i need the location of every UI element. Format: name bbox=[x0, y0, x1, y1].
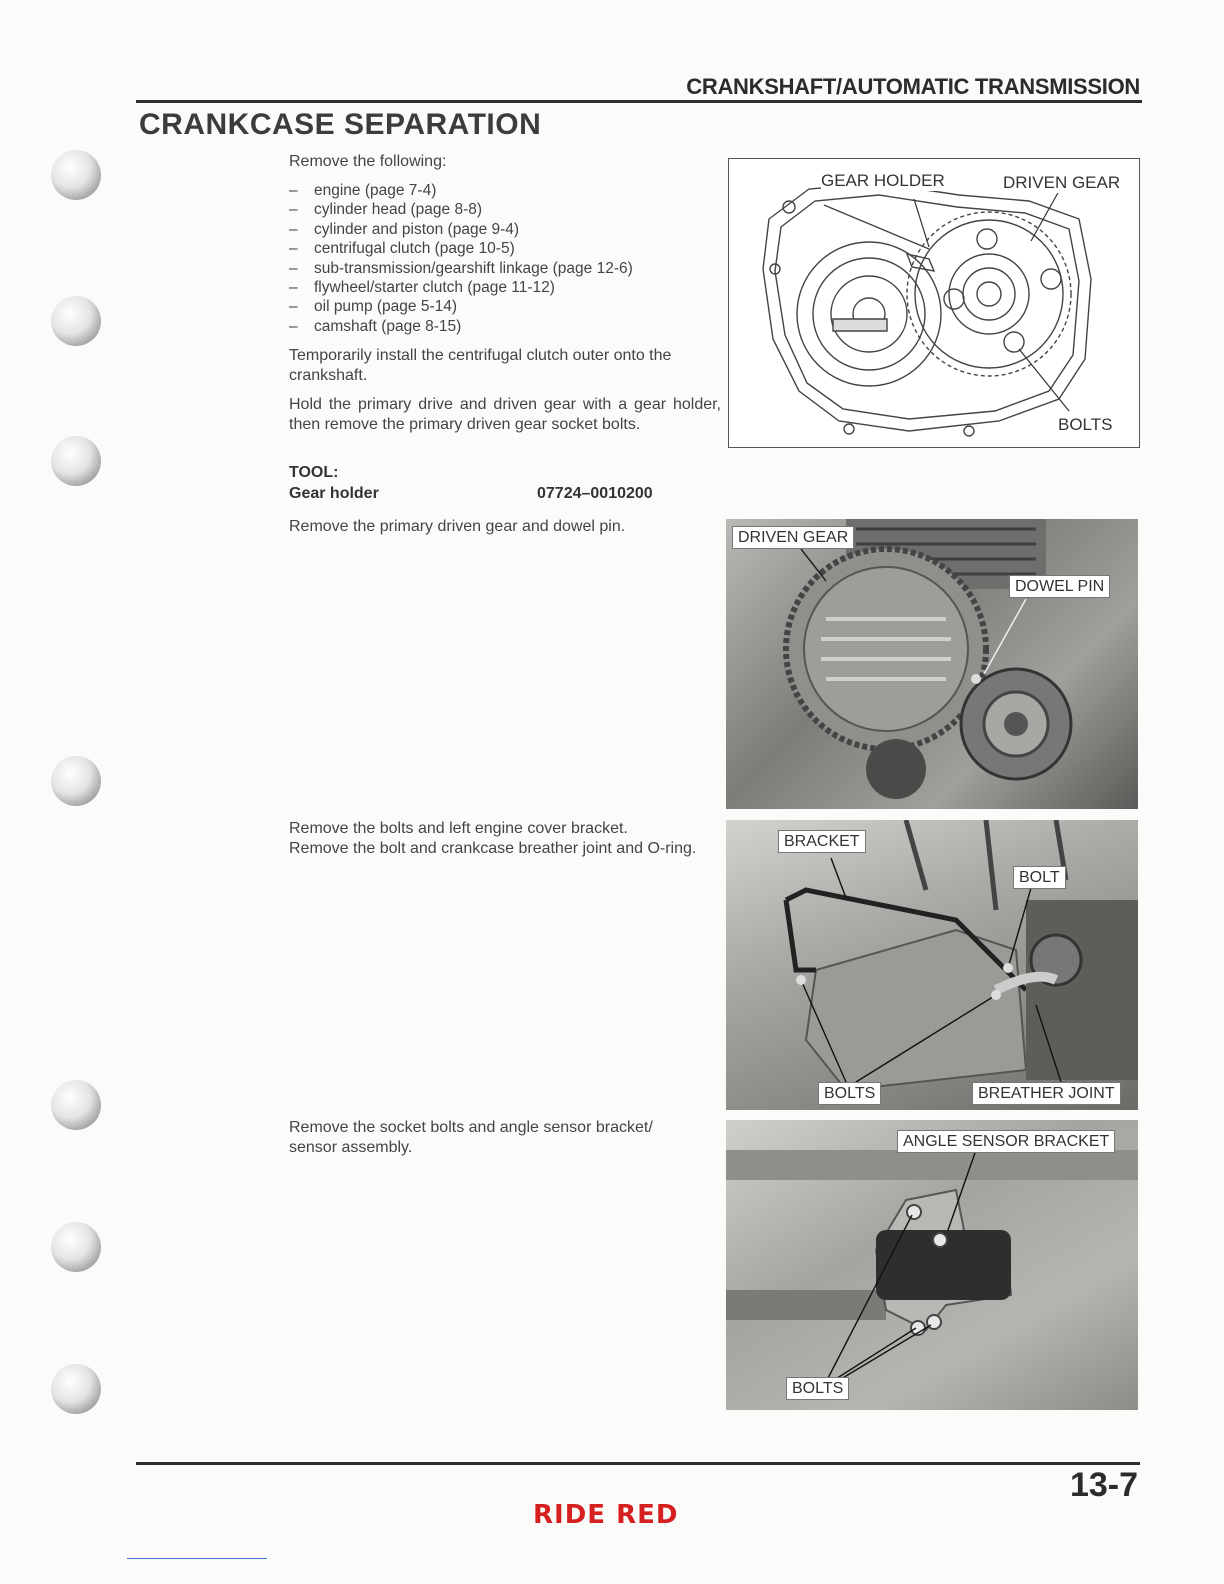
binder-hole bbox=[51, 756, 101, 806]
tool-heading: TOOL: bbox=[289, 464, 339, 481]
remove-sensor-text: Remove the socket bolts and angle sensor bracket/ sensor assembly. bbox=[289, 1119, 653, 1156]
label-breather-joint: BREATHER JOINT bbox=[972, 1082, 1121, 1105]
list-item: – cylinder head (page 8-8) bbox=[289, 200, 633, 219]
list-item: – camshaft (page 8-15) bbox=[289, 317, 633, 336]
gear-holder-illustration bbox=[728, 158, 1140, 448]
label-bolt: BOLT bbox=[1013, 866, 1066, 889]
hold-gear-text: Hold the primary drive and driven gear with a gear holder, then remove the primary driven gear socket bolts. bbox=[289, 396, 721, 433]
photo-drawing bbox=[726, 820, 1138, 1110]
crankcase-line-drawing bbox=[729, 159, 1139, 447]
removal-list bbox=[289, 181, 633, 336]
binder-hole bbox=[51, 296, 101, 346]
binder-hole bbox=[51, 1364, 101, 1414]
install-clutch-text: Temporarily install the centrifugal clutch outer onto the crankshaft. bbox=[289, 347, 672, 384]
running-header: CRANKSHAFT/AUTOMATIC TRANSMISSION bbox=[686, 74, 1140, 99]
label-driven-gear: DRIVEN GEAR bbox=[1003, 173, 1121, 192]
tool-number: 07724–0010200 bbox=[537, 485, 653, 502]
label-dowel-pin: DOWEL PIN bbox=[1009, 575, 1110, 598]
label-bolts: BOLTS bbox=[818, 1082, 881, 1105]
label-bracket: BRACKET bbox=[778, 830, 866, 853]
remove-bracket-text: Remove the bolts and left engine cover bracket. Remove the bolt and crankcase breather joint and O-ring. bbox=[289, 820, 697, 857]
photo-drawing bbox=[726, 1120, 1138, 1410]
binder-hole bbox=[51, 1222, 101, 1272]
list-item: – oil pump (page 5-14) bbox=[289, 297, 633, 316]
binder-hole bbox=[51, 150, 101, 200]
label-angle-sensor-bracket: ANGLE SENSOR BRACKET bbox=[897, 1130, 1115, 1153]
label-driven-gear: DRIVEN GEAR bbox=[732, 526, 854, 549]
label-bolts: BOLTS bbox=[1058, 415, 1113, 434]
label-bolts: BOLTS bbox=[786, 1377, 849, 1400]
photo-drawing bbox=[726, 519, 1138, 809]
footer-link-line bbox=[127, 1558, 267, 1559]
page-number: 13-7 bbox=[1069, 1466, 1138, 1504]
angle-sensor-photo bbox=[726, 1120, 1138, 1410]
bracket-photo bbox=[726, 820, 1138, 1110]
list-item: – sub-transmission/gearshift linkage (page 12-6) bbox=[289, 259, 633, 278]
removal-intro: Remove the following: bbox=[289, 153, 447, 170]
header-rule bbox=[136, 100, 1142, 103]
section-title: CRANKCASE SEPARATION bbox=[139, 108, 542, 141]
list-item: – flywheel/starter clutch (page 11-12) bbox=[289, 278, 633, 297]
label-gear-holder: GEAR HOLDER bbox=[821, 171, 945, 190]
brand-logo: RIDE RED bbox=[533, 1500, 679, 1530]
binder-hole bbox=[51, 1080, 101, 1130]
driven-gear-photo bbox=[726, 519, 1138, 809]
list-item: – cylinder and piston (page 9-4) bbox=[289, 220, 633, 239]
tool-name: Gear holder bbox=[289, 485, 379, 502]
list-item: – engine (page 7-4) bbox=[289, 181, 633, 200]
binder-hole bbox=[51, 436, 101, 486]
list-item: – centrifugal clutch (page 10-5) bbox=[289, 239, 633, 258]
remove-gear-text: Remove the primary driven gear and dowel pin. bbox=[289, 518, 626, 535]
footer-rule bbox=[136, 1462, 1140, 1465]
